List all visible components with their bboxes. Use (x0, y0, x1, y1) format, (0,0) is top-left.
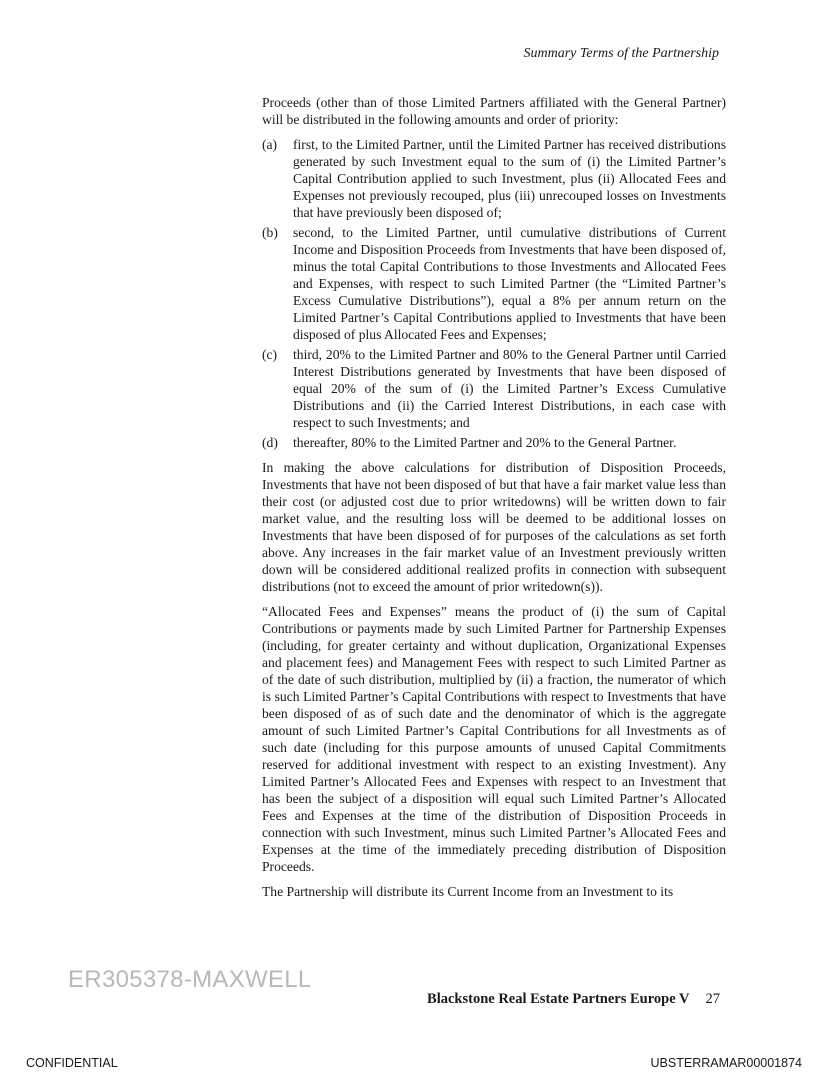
page-footer (427, 991, 720, 1008)
fund-name: Blackstone Real Estate Partners Europe V (427, 991, 690, 1007)
confidential-label: CONFIDENTIAL (26, 1056, 118, 1070)
running-header: Summary Terms of the Partnership (523, 46, 719, 61)
list-item-text: third, 20% to the Limited Partner and 80% to the General Partner until Carried Interest Distributions generated by Investments that have been disposed of equal 20% of the sum of (i) the Limited Partner’s Excess Cumulative Distributions and (ii) the Carried Interest Distributions, in each case with respect to such Investments; and (293, 347, 726, 430)
current-income-paragraph: The Partnership will distribute its Current Income from an Investment to its (262, 884, 674, 899)
page-number: 27 (705, 991, 720, 1007)
watermark-stamp: ER305378-MAXWELL (68, 966, 312, 993)
list-item (262, 434, 726, 451)
list-item-text: thereafter, 80% to the Limited Partner and 20% to the General Partner. (293, 435, 677, 450)
list-item-label: (b) (262, 225, 278, 240)
list-item-text: first, to the Limited Partner, until the Limited Partner has received distributions generated by such Investment equal to the sum of (i) the Limited Partner’s Capital Contribution applied to such Investment, plus (ii) Allocated Fees and Expenses not previously recouped, plus (iii) unrecouped losses on Investments that have previously been disposed of; (293, 137, 726, 220)
allocated-fees-paragraph: “Allocated Fees and Expenses” means the product of (i) the sum of Capital Contributions or payments made by such Limited Partner for Partnership Expenses (including, for greater certainty and without duplication, Organizational Expenses and placement fees) and Management Fees with respect to such Limited Partner as of the date of such distribution, multiplied by (ii) a fraction, the numerator of which is such Limited Partner’s Capital Contributions with respect to Investments that have been disposed of as of such date and the denominator of which is the aggregate amount of such Limited Partner’s Capital Contributions for all Investments as of such date (including for this purpose amounts of unused Capital Commitments reserved for additional investment with respect to an existing Investment). Any Limited Partner’s Allocated Fees and Expenses with respect to an Investment that has been the subject of a disposition will equal such Limited Partner’s Allocated Fees and Expenses at the time of the distribution of Disposition Proceeds in connection with such Investment, minus such Limited Partner’s Allocated Fees and Expenses at the time of the immediately preceding distribution of Disposition Proceeds. (262, 604, 726, 874)
bates-number: UBSTERRAMAR00001874 (650, 1056, 802, 1070)
document-body (262, 94, 726, 908)
intro-paragraph: Proceeds (other than of those Limited Partners affiliated with the General Partner) will be distributed in the following amounts and order of priority: (262, 95, 726, 127)
list-item (262, 346, 726, 431)
list-item-label: (a) (262, 137, 278, 152)
list-item-text: second, to the Limited Partner, until cumulative distributions of Current Income and Disposition Proceeds from Investments that have been disposed of, minus the total Capital Contributions to those Investments and Allocated Fees and Expenses, with respect to such Limited Partner (the “Limited Partner’s Excess Cumulative Distributions”), equal a 8% per annum return on the Limited Partner’s Capital Contributions applied to Investments that have been disposed of plus Allocated Fees and Expenses; (293, 225, 726, 342)
list-item (262, 224, 726, 343)
list-item-label: (d) (262, 435, 278, 450)
writedown-paragraph: In making the above calculations for distribution of Disposition Proceeds, Investments that have not been disposed of but that have a fair market value less than their cost (or adjusted cost due to prior writedowns) will be written down to fair market value, and the resulting loss will be deemed to be additional losses on Investments that have been disposed of for purposes of the calculations as set forth above. Any increases in the fair market value of an Investment previously written down will be considered additional realized profits in connection with subsequent distributions (not to exceed the amount of prior writedown(s)). (262, 460, 726, 594)
list-item (262, 136, 726, 221)
priority-list (262, 136, 726, 451)
list-item-label: (c) (262, 347, 278, 362)
